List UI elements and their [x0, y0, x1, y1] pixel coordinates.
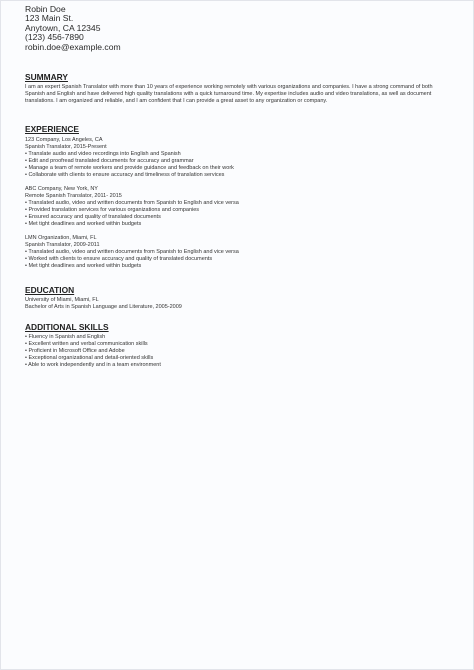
- contact-street: 123 Main St.: [25, 13, 74, 24]
- skill-item: • Proficient in Microsoft Office and Adobe: [25, 348, 125, 354]
- summary-heading: SUMMARY: [25, 72, 68, 82]
- skill-item: • Able to work independently and in a team environment: [25, 362, 161, 368]
- skills-heading: ADDITIONAL SKILLS: [25, 322, 109, 332]
- job-bullet: • Met tight deadlines and worked within budgets: [25, 263, 142, 269]
- skill-item: • Exceptional organizational and detail-oriented skills: [25, 355, 154, 361]
- job-bullet: • Ensured accuracy and quality of translated documents: [25, 214, 161, 220]
- contact-name: Robin Doe: [25, 4, 66, 14]
- job-bullet: • Collaborate with clients to ensure accuracy and timeliness of translation services: [25, 172, 225, 178]
- experience-section: [25, 124, 445, 270]
- job-bullet: • Manage a team of remote workers and provide guidance and feedback on their work: [25, 165, 234, 171]
- job-bullet: • Edit and proofread translated documents for accuracy and grammar: [25, 158, 194, 164]
- skills-section: [25, 322, 161, 369]
- job-role: Remote Spanish Translator, 2011- 2015: [25, 193, 122, 199]
- job-bullet: • Met tight deadlines and worked within budgets: [25, 221, 142, 227]
- job-bullet: • Provided translation services for various organizations and companies: [25, 207, 200, 213]
- job-bullet: • Translated audio, video and written documents from Spanish to English and vice versa: [25, 249, 239, 255]
- contact-block: [25, 5, 121, 52]
- job-role: Spanish Translator, 2015-Present: [25, 144, 107, 150]
- job-entry: [25, 186, 445, 228]
- education-school: University of Miami, Miami, FL: [25, 297, 99, 303]
- job-bullet: • Worked with clients to ensure accuracy and quality of translated documents: [25, 256, 213, 262]
- summary-text: I am an expert Spanish Translator with more than 10 years of experience working remotely with various organizations and companies. I have a strong command of both Spanish and English and have delivered high quality translations with a quick turnaround time. My expertise includes audio and video translations, as well as document translations. I am organized and reliable, and I am confident that I can provide a great asset to any organization or company.: [25, 84, 433, 104]
- job-entry: [25, 137, 445, 179]
- job-company: 123 Company, Los Angeles, CA: [25, 137, 103, 143]
- job-role: Spanish Translator, 2009-2011: [25, 242, 100, 248]
- education-degree: Bachelor of Arts in Spanish Language and Literature, 2005-2009: [25, 304, 182, 310]
- experience-heading: EXPERIENCE: [25, 124, 79, 134]
- job-company: LMN Organization, Miami, FL: [25, 235, 97, 241]
- job-bullet: • Translate audio and video recordings into English and Spanish: [25, 151, 181, 157]
- education-section: [25, 285, 182, 311]
- job-company: ABC Company, New York, NY: [25, 186, 98, 192]
- summary-section: [25, 72, 435, 105]
- job-entry: [25, 235, 445, 270]
- education-entry: [25, 297, 182, 311]
- skill-item: • Excellent written and verbal communication skills: [25, 341, 148, 347]
- skills-list: [25, 334, 161, 369]
- job-bullet: • Translated audio, video and written documents from Spanish to English and vice versa: [25, 200, 239, 206]
- education-heading: EDUCATION: [25, 285, 75, 295]
- skill-item: • Fluency in Spanish and English: [25, 334, 106, 340]
- contact-city: Anytown, CA 12345: [25, 22, 101, 33]
- contact-phone: (123) 456-7890: [25, 32, 84, 43]
- contact-email: robin.doe@example.com: [25, 41, 121, 52]
